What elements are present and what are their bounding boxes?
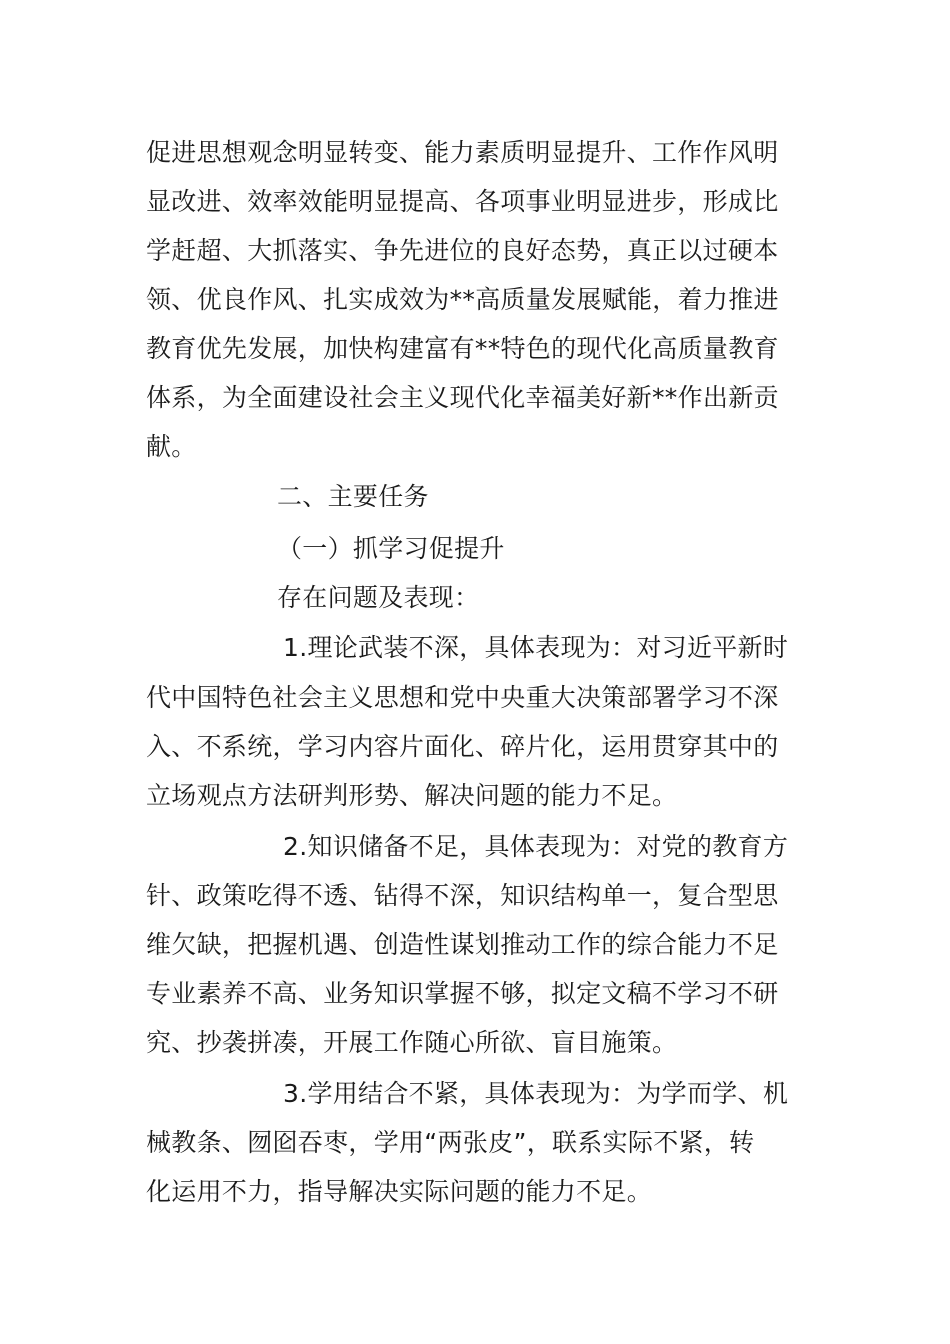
item-2-line: 究、抄袭拼凑，开展工作随心所欲、盲目施策。	[146, 1028, 678, 1057]
intro-line: 显改进、效率效能明显提高、各项事业明显进步，形成比	[146, 187, 779, 216]
item-1-line: 入、不系统，学习内容片面化、碎片化，运用贯穿其中的	[146, 732, 779, 761]
section-heading: 二、主要任务	[277, 482, 429, 511]
intro-line: 领、优良作风、扎实成效为**高质量发展赋能，着力推进	[146, 285, 779, 314]
problems-label: 存在问题及表现：	[277, 583, 480, 612]
item-1-line: 1.理论武装不深，具体表现为：对习近平新时	[283, 633, 789, 662]
intro-line: 学赶超、大抓落实、争先进位的良好态势，真正以过硬本	[146, 236, 779, 265]
intro-line: 教育优先发展，加快构建富有**特色的现代化高质量教育	[146, 334, 779, 363]
item-3-line: 3.学用结合不紧，具体表现为：为学而学、机	[283, 1079, 789, 1108]
intro-line: 促进思想观念明显转变、能力素质明显提升、工作作风明	[146, 138, 779, 167]
item-3-line: 化运用不力，指导解决实际问题的能力不足。	[146, 1177, 653, 1206]
intro-line: 体系，为全面建设社会主义现代化幸福美好新**作出新贡	[146, 383, 779, 412]
item-1-line: 代中国特色社会主义思想和党中央重大决策部署学习不深	[146, 683, 779, 712]
subsection-heading: （一）抓学习促提升	[277, 534, 505, 563]
item-1-line: 立场观点方法研判形势、解决问题的能力不足。	[146, 781, 678, 810]
item-2-line: 专业素养不高、业务知识掌握不够，拟定文稿不学习不研	[146, 979, 779, 1008]
item-2-line: 2.知识储备不足，具体表现为：对党的教育方	[283, 832, 789, 861]
item-2-line: 维欠缺，把握机遇、创造性谋划推动工作的综合能力不足	[146, 930, 779, 959]
item-2-line: 针、政策吃得不透、钻得不深，知识结构单一，复合型思	[146, 881, 779, 910]
item-3-line: 械教条、囫囵吞枣，学用“两张皮”，联系实际不紧，转	[146, 1128, 755, 1157]
intro-line: 献。	[146, 432, 197, 461]
